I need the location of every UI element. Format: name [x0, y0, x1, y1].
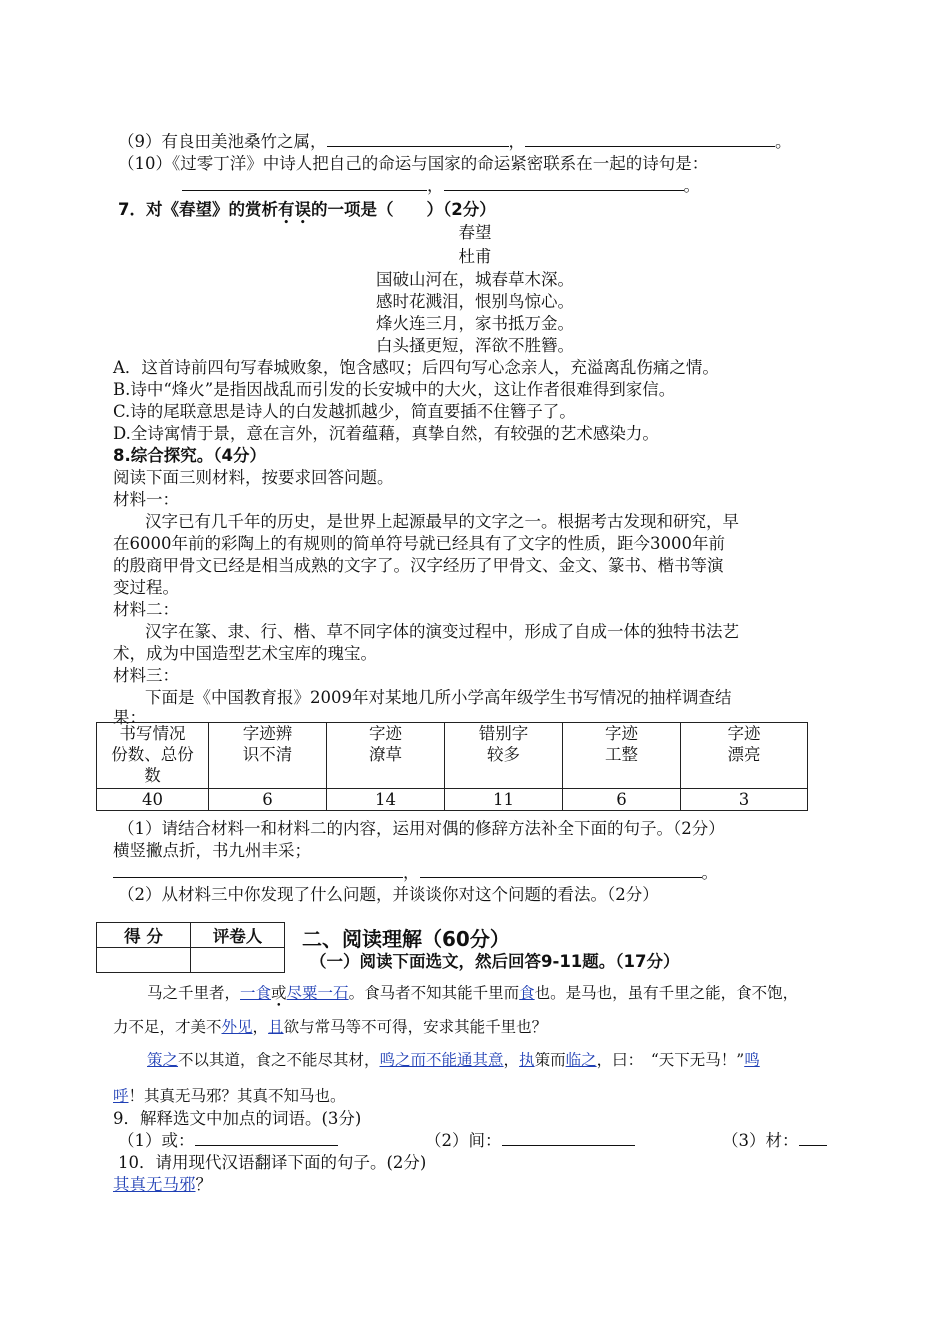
q10-comma: ，	[427, 176, 444, 195]
header-text: 潦草	[369, 745, 402, 764]
passage-link[interactable]: 临之	[565, 1051, 597, 1069]
section-2-subtitle: （一）阅读下面选文，然后回答9-11题。（17分）	[310, 952, 680, 971]
header-text: 较多	[487, 745, 520, 764]
poem-line-1: 国破山河在，城春草木深。	[376, 270, 574, 289]
material-2-label: 材料二：	[113, 600, 179, 619]
header-text: 工整	[605, 745, 638, 764]
passage-link[interactable]: 执	[519, 1051, 535, 1069]
passage-link[interactable]: 外见	[221, 1018, 253, 1036]
table-cell: 6	[563, 789, 681, 811]
passage-link[interactable]: 尽粟一石	[286, 984, 349, 1002]
header-text: 字迹辨	[242, 724, 293, 743]
material-2-line-1: 汉字在篆、隶、行、楷、草不同字体的演变过程中，形成了自成一体的独特书法艺	[145, 622, 739, 641]
passage-text: ，	[503, 1051, 520, 1069]
material-3-label: 材料三：	[113, 666, 179, 685]
passage-text: 力不足，才美不	[113, 1018, 222, 1036]
q9-label: （2）间：	[425, 1131, 502, 1150]
q7-option-c: C.诗的尾联意思是诗人的白发越抓越少，简直要插不住簪子了。	[113, 402, 576, 421]
table-row	[97, 789, 808, 811]
poem-line-4: 白头搔更短，浑欲不胜簪。	[376, 336, 574, 355]
passage-text: ，曰： “天下无马！”	[596, 1051, 745, 1069]
q9-blank-c[interactable]	[799, 1131, 827, 1146]
q9-answer-b	[425, 1127, 635, 1151]
passage-link[interactable]: 鸣之而不能通其意	[379, 1051, 504, 1069]
passage-line-1	[147, 981, 798, 1003]
q10-sentence-link[interactable]: 其真无马邪	[113, 1175, 196, 1194]
table-cell: 6	[209, 789, 327, 811]
material-2-line-2: 术，成为中国造型艺术宝库的瑰宝。	[113, 644, 377, 663]
table-header-cell	[327, 723, 445, 789]
passage-text: 不以其道，食之不能尽其材，	[178, 1051, 380, 1069]
q8-sub1-blank-1[interactable]	[113, 863, 403, 878]
table-header-cell	[97, 723, 209, 789]
q9-heading: 9．解释选文中加点的词语。(3分)	[113, 1109, 362, 1128]
passage-link[interactable]: 策之	[147, 1051, 179, 1069]
q8-sub1: （1）请结合材料一和材料二的内容，运用对偶的修辞方法补全下面的句子。（2分）	[118, 819, 725, 838]
q10-sentence	[113, 1171, 212, 1195]
passage-text: ，	[252, 1018, 269, 1036]
table-header-cell	[209, 723, 327, 789]
header-text: 字迹	[727, 724, 761, 743]
q10-line: （10）《过零丁洋》中诗人把自己的命运与国家的命运紧密联系在一起的诗句是：	[118, 154, 709, 173]
material-1-line-3: 的殷商甲骨文已经是相当成熟的文字了。汉字经历了甲骨文、金文、篆书、楷书等演	[113, 556, 724, 575]
grader-label: 评卷人	[191, 923, 285, 948]
q8-sub2: （2）从材料三中你发现了什么问题，并谈谈你对这个问题的看法。（2分）	[118, 885, 659, 904]
poem-line-2: 感时花溅泪，恨别鸟惊心。	[376, 292, 574, 311]
material-3-line-1: 下面是《中国教育报》2009年对某地几所小学高年级学生书写情况的抽样调查结	[145, 688, 732, 707]
table-row	[97, 723, 808, 789]
table-cell: 3	[681, 789, 808, 811]
passage-link[interactable]: 一食	[240, 984, 272, 1002]
table-cell: 40	[97, 789, 209, 811]
material-1-label: 材料一：	[113, 490, 179, 509]
q9-blank-b[interactable]	[502, 1131, 635, 1146]
header-text: 份数、总份	[111, 745, 194, 764]
q9-label: （1）或：	[118, 1131, 195, 1150]
q7-option-d: D.全诗寓情于景，意在言外，沉着蕴藉，真挚自然，有较强的艺术感染力。	[113, 424, 659, 443]
material-1-line-1: 汉字已有几千年的历史，是世界上起源最早的文字之一。根据考古发现和研究，早	[145, 512, 739, 531]
passage-link[interactable]: 食	[519, 984, 535, 1002]
q8-sub1-comma: ，	[403, 863, 420, 882]
q7-option-b: B.诗中“烽火”是指因战乱而引发的长安城中的大火，这让作者很难得到家信。	[113, 380, 676, 399]
q9-answer-a	[118, 1127, 338, 1151]
q7-dotted-char-2: 误	[294, 200, 311, 219]
q8-sub1-answer-line	[113, 859, 718, 883]
table-cell: 11	[445, 789, 563, 811]
grader-input-cell[interactable]	[191, 948, 285, 973]
table-cell: 14	[327, 789, 445, 811]
header-text: 错别字	[478, 724, 529, 743]
q7-heading-post: 的一项是（ ）（2分）	[310, 200, 496, 219]
q9-label: （3）材：	[722, 1131, 799, 1150]
table-header-cell	[445, 723, 563, 789]
q9-comma: ，	[508, 132, 525, 151]
q7-dotted-char-1: 有	[277, 200, 295, 219]
q9-answer-c	[722, 1127, 827, 1151]
passage-text: 策而	[534, 1051, 566, 1069]
passage-text: 马之千里者，	[147, 984, 241, 1002]
passage-text: 欲与常马等不可得，安求其能千里也？	[283, 1018, 548, 1036]
passage-link[interactable]: 且	[268, 1018, 284, 1036]
q10-heading: 10．请用现代汉语翻译下面的句子。(2分)	[118, 1153, 427, 1172]
passage-dotted-char: 或	[271, 984, 287, 1002]
header-text: 字迹	[605, 724, 638, 743]
material-1-line-4: 变过程。	[113, 578, 179, 597]
q9-line	[118, 128, 792, 152]
q9-blank-a[interactable]	[195, 1131, 338, 1146]
q10-question-mark: ？	[195, 1175, 212, 1194]
score-input-cell[interactable]	[97, 948, 191, 973]
score-label: 得 分	[97, 923, 191, 948]
section-2-title: 二、阅读理解（60分）	[302, 927, 510, 951]
q8-sub1-prompt: 横竖撇点折，书九州丰采；	[113, 841, 311, 860]
q10-blank-1[interactable]	[182, 176, 427, 191]
q10-period: 。	[683, 176, 700, 195]
poem-line-3: 烽火连三月，家书抵万金。	[376, 314, 574, 333]
q7-option-a: A．这首诗前四句写春城败象，饱含感叹；后四句写心念亲人，充溢离乱伤痛之情。	[113, 358, 719, 377]
q8-sub1-blank-2[interactable]	[420, 863, 702, 878]
header-text: 识不清	[242, 745, 293, 764]
table-header-cell	[681, 723, 808, 789]
passage-text: ！其真无马邪？其真不知马也。	[128, 1087, 346, 1105]
q10-answer-line	[182, 172, 700, 196]
passage-link[interactable]: 呼	[113, 1087, 129, 1105]
passage-text: 。食马者不知其能千里而	[348, 984, 520, 1002]
q8-intro: 阅读下面三则材料，按要求回答问题。	[113, 468, 394, 487]
header-text: 漂亮	[727, 745, 761, 764]
material-3-line-2: 果：	[113, 708, 146, 727]
passage-text: 也。是马也，虽有千里之能，食不饱，	[534, 984, 799, 1002]
q8-sub1-period: 。	[701, 863, 718, 882]
table-header-cell	[563, 723, 681, 789]
passage-line-3	[147, 1048, 760, 1070]
passage-line-2	[113, 1015, 547, 1037]
q9-prefix: （9）有良田美池桑竹之属，	[118, 132, 327, 151]
q8-heading: 8.综合探究。（4分）	[113, 446, 266, 465]
q7-heading-pre: 7．对《春望》的赏析	[118, 200, 278, 219]
q9-blank-1[interactable]	[327, 132, 509, 147]
poem-author: 杜甫	[458, 247, 492, 266]
q10-blank-2[interactable]	[444, 176, 684, 191]
header-text: 书写情况	[119, 724, 186, 743]
q7-heading	[118, 196, 496, 220]
score-box	[96, 922, 285, 973]
passage-line-4	[113, 1084, 346, 1106]
q9-blank-2[interactable]	[525, 132, 775, 147]
passage-link[interactable]: 鸣	[744, 1051, 760, 1069]
header-text: 字迹	[369, 724, 402, 743]
material-1-line-2: 在6000年前的彩陶上的有规则的简单符号就已经具有了文字的性质，距今3000年前	[113, 534, 725, 553]
header-text: 数	[144, 766, 161, 785]
survey-table	[96, 722, 808, 811]
q9-period: 。	[775, 132, 792, 151]
poem-title: 春望	[458, 223, 492, 242]
